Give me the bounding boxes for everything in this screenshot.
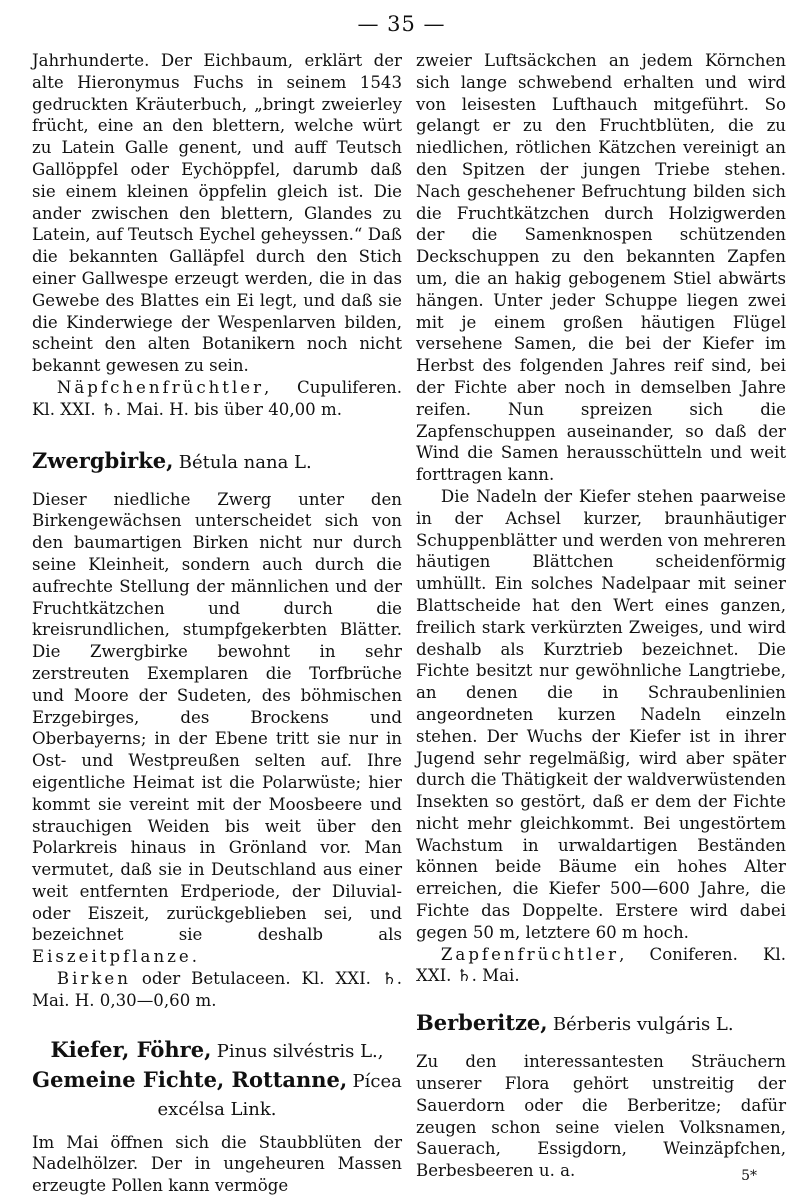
paragraph-nadeln: Die Nadeln der Kiefer stehen paarweise in der Achsel kurzer, braunhäutiger Schuppenblätter und werden von mehreren häutigen Blättchen scheidenförmig umhüllt. Ein solches Nadelpaar mit seiner Blattscheide hat den Wert eines ganzen, freilich stark verkürzten Zweiges, und wird deshalb als Kurztrieb bezeichnet. Die Fichte besitzt nur gewöhnliche Langtriebe, an denen die in Schraubenlinien angeordneten kurzen Nadeln einzeln stehen. Der Wuchs der Kiefer ist in ihrer Jugend sehr regelmäßig, wird aber später durch die Thätigkeit der waldverwüstenden Insekten so gestört, daß er dem der Fichte nicht mehr gleichkommt. Bei ungestörtem Wachstum in urwaldartigen Beständen können beide Bäume ein hohes Alter erreichen, die Kiefer 500—600 Jahre, die Fichte das Doppelte. Erstere wird dabei gegen 50 m, letztere 60 m hoch. — [416, 486, 786, 942]
heading-fichte-latin: Pícea excélsa Link. — [157, 1070, 402, 1120]
right-column — [416, 50, 786, 1182]
classification-oak-rest: , Cupuliferen. Kl. XXI. ♄. Mai. H. bis über 40,00 m. — [32, 377, 402, 419]
page-number: — 35 — — [357, 12, 446, 36]
heading-berberitze — [416, 1009, 786, 1039]
family-name-birken: Birken — [56, 969, 131, 989]
paragraph-nadelhoelzer: Im Mai öffnen sich die Staubblüten der Nadelhölzer. Der in ungeheuren Massen erzeugte Pollen kann vermöge — [32, 1132, 402, 1196]
classification-kiefer — [416, 944, 786, 988]
paragraph-pollen: zweier Luftsäckchen an jedem Körnchen sich lange schwebend erhalten und wird von leisesten Lufthauch mitgeführt. So gelangt er zu den Fruchtblüten, die zu niedlichen, rötlichen Kätzchen vereinigt an den Spitzen der jungen Triebe stehen. Nach geschehener Befruchtung bilden sich die Fruchtkätzchen durch Holzigwerden der die Samenknospen schützenden Deckschuppen zu den bekannten Zapfen um, die an hakig gebogenem Stiel abwärts hängen. Unter jeder Schuppe liegen zwei mit je einem großen häutigen Flügel versehene Samen, die bei der Kiefer im Herbst des folgenden Jahres reif sind, bei der Fichte aber noch in demselben Jahre reifen. Nun spreizen sich die Zapfenschuppen auseinander, so daß der Wind die Samen herausschütteln und weit forttragen kann. — [416, 51, 786, 485]
heading-fichte-name: Gemeine Fichte, Rottanne, — [32, 1066, 348, 1092]
family-name-zapfen: Zapfenfrüchtler — [440, 944, 620, 964]
heading-zwergbirke-latin: Bétula nana L. — [178, 451, 312, 473]
heading-kiefer-name: Kiefer, Föhre, — [50, 1036, 212, 1062]
family-name-oak: Näpfchenfrüchtler — [56, 377, 265, 397]
paragraph-zwergbirke — [32, 489, 402, 969]
heading-zwergbirke-name: Zwergbirke, — [32, 447, 174, 473]
left-column — [32, 50, 402, 1197]
paragraph-berberitze: Zu den interessantesten Sträuchern unserer Flora gehört unstreitig der Sauerdorn oder die Berberitze; dafür zeugen schon seine vielen Volksnamen, Sauerach, Essigdorn, Weinzäpfchen, Berbesbeeren u. a. — [416, 1052, 786, 1181]
classification-kiefer-rest: , Coniferen. Kl. XXI. ♄. Mai. — [416, 944, 786, 986]
paragraph-oak-galls: Jahrhunderte. Der Eichbaum, erklärt der alte Hieronymus Fuchs in seinem 1543 gedruckten Kräuterbuch, „bringt zweierley frücht, eine an den blettern, welche würt zu Latein Galle genent, und auff Teutsch Gallöppfel oder Eychöppfel, darumb daß sie einem kleinen öppfelin gleich ist. Die ander zwischen den blettern, Glandes zu Latein, auf Teutsch Eychel geheyssen.“ Daß die bekannten Galläpfel durch den Stich einer Gallwespe erzeugt werden, die in das Gewebe des Blattes ein Ei legt, und daß sie die Kinderwiege der Wespenlarven bilden, scheint den alten Botanikern noch nicht bekannt gewesen zu sein. — [32, 51, 402, 376]
heading-zwergbirke — [32, 447, 402, 477]
heading-kiefer — [32, 1036, 402, 1124]
classification-birke-rest: oder Betulaceen. Kl. XXI. ♄. Mai. H. 0,30—0,60 m. — [32, 969, 402, 1010]
classification-oak — [32, 377, 402, 421]
heading-berberitze-name: Berberitze, — [416, 1010, 548, 1036]
signature-mark: 5* — [741, 1168, 757, 1184]
classification-birke — [32, 968, 402, 1012]
paragraph-zwergbirke-text: Dieser niedliche Zwerg unter den Birkengewächsen unterscheidet sich von den baumartigen Birken nicht nur durch seine Kleinheit, sondern auch durch die aufrechte Stellung der männlichen und der Fruchtkätzchen und durch die kreisrundlichen, stumpfgekerbten Blätter. Die Zwergbirke bewohnt in sehr zerstreuten Exemplaren die Torfbrüche und Moore der Sudeten, des böhmischen Erzgebirges, des Brockens und Oberbayerns; in der Ebene tritt sie nur in Ost- und Westpreußen selten auf. Ihre eigentliche Heimat ist die Polarwüste; hier kommt sie vereint mit der Moosbeere und strauchigen Weiden bis weit über den Polarkreis hinaus in Grönland vor. Man vermutet, daß sie in Deutschland aus einer weit entfernten Erdperiode, der Diluvial- oder Eiszeit, zurückgeblieben sei, und bezeichnet sie deshalb als — [32, 489, 402, 945]
heading-berberitze-latin: Bérberis vulgáris L. — [552, 1014, 734, 1036]
term-eiszeitpflanze: Eiszeitpflanze. — [32, 947, 200, 967]
heading-kiefer-latin: Pinus silvéstris L., — [216, 1040, 384, 1062]
